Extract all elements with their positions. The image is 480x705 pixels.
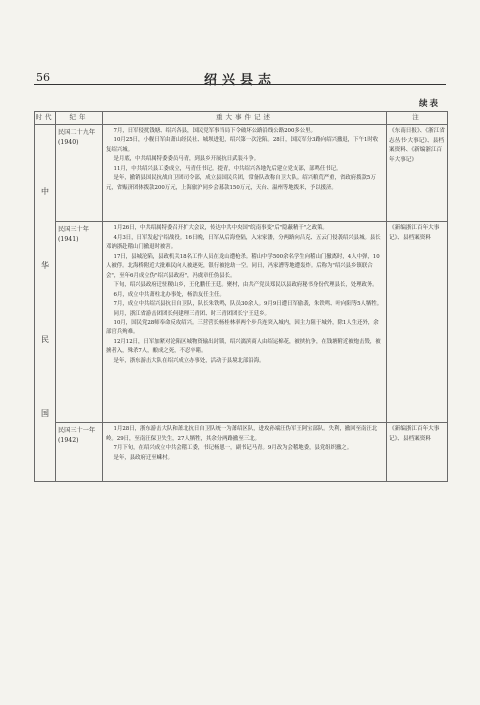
event-paragraph: 17日，县城沦陷，县政机关18名工作人员在龙山遭枪杀。稽山中学500余名学生向稽山门撤离时，4人中弹，10人被俘。北海桥附近大批难民向人被逐死，银行被抢劫一空。同日，冯家漕等地遭轰炸。后称为"绍兴县乡镇联合会"，至年6月成立伪"绍兴县政府"，冯虞章任伪县长。 [106, 253, 380, 279]
year-cell [56, 125, 103, 222]
year-label: 民国三十年 [58, 226, 89, 234]
event-paragraph: 12月12日，日军加紧对沦陷区城物资输出封锁，绍兴漓滨商人由绍运棉花，被挟抗争，在钱塘附近被炮击毁，被掳者入，殊杀7人，酿成之死，不忍卒睹。 [106, 338, 381, 355]
event-paragraph: 7月，成立中共绍兴县抗日自卫队，队长朱铁鸣，队员30余人。9月9日遭日军偷袭，朱铁鸣、叶向阳等5人牺牲。 [113, 301, 383, 308]
notes-cell: 《新编浙江百年大事记》、县档案资料 [387, 423, 448, 482]
table-row [35, 125, 448, 222]
notes-cell: 《新编浙江百年大事记》、县档案资料 [387, 222, 448, 423]
header-rule [34, 84, 446, 85]
event-paragraph: 10月，国民党28师奉命反攻绍兴。三营营长杨桂林率两个步兵连突入城内，因主力阻于城外，除1人生还外，余部官兵殉难。 [106, 319, 379, 336]
events-cell [103, 125, 387, 222]
event-paragraph: 同月，浙江省游击团团长何建理三青团、时三青团团长宁王廷乡。 [113, 310, 270, 317]
event-paragraph: 4月3日，日军发起宁绍战役。16日晚，日军从后海登陆，入宋家溇，分两路向吕克、五云门侵袭绍兴县城。县长邓讷浙赴稽山门撤退时被害。 [106, 234, 381, 251]
col-header-era: 时代 [35, 112, 56, 125]
event-paragraph: 11月，中共绍兴县工委成立，马青任书记。提青，中共绍兴各地先后建立党支部，部鸣任书记。 [113, 165, 342, 172]
year-label: 民国三十一年 [58, 427, 96, 435]
event-paragraph: 1月28日，浙东游击大队和萧北抗日自卫队统一为萧绍区队，进攻孙端汪伪军王阿宝部队。失利，撤回至南汪北岭。29日，至南汪保卫失生，27人牺牲，其余分两路撤至三北。 [106, 426, 378, 442]
event-paragraph: 6月，成立中共萧柱北办事处，杨浩友任主任。 [113, 291, 225, 298]
book-title: 绍兴县志 [203, 73, 276, 88]
col-header-notes: 注 [387, 112, 448, 125]
col-header-events: 重大事件记述 [103, 112, 387, 125]
event-paragraph: 10月25日，小舰日军由萧山经民社、城坝进犯，绍兴第一次沦陷。28日，国民军分3路向绍兴撤退，下午1时收复绍兴城。 [106, 137, 379, 153]
event-paragraph: 是年，县政府迁至嵊村。 [113, 454, 173, 461]
year-label: 民国二十九年 [58, 129, 96, 136]
event-paragraph: 是月底，中共绍属特委委员马青，到县乡开展抗日武装斗争。 [113, 156, 260, 163]
era-char: 中 [41, 187, 49, 196]
events-cell [103, 222, 387, 423]
era-char: 国 [41, 409, 49, 418]
table-row [35, 222, 448, 423]
era-char: 华 [41, 261, 49, 270]
event-paragraph: 7月下旬，在绍兴成立中共会稽工委，书记杨恩一，副书记马青。9月改为会稽地委，县党组织撤之。 [113, 445, 353, 452]
year-ad: (1940) [58, 138, 79, 146]
event-paragraph: 是年，浙东游击大队在绍兴成立办事处，活动于县境北部沿海。 [113, 357, 265, 364]
table-row [35, 423, 448, 482]
year-cell [56, 222, 103, 423]
table-header-row [35, 112, 448, 125]
era-cell [35, 125, 56, 482]
year-ad: (1942) [58, 437, 79, 445]
events-cell [103, 423, 387, 482]
year-cell [56, 423, 103, 482]
continued-label: 续表 [418, 99, 440, 109]
col-header-year: 纪年 [56, 112, 103, 125]
chronicle-table [34, 111, 448, 482]
notes-cell: 《东南日报》、《浙江省志丛书·大事记》、县档案资料、《新编浙江百年大事记》 [387, 125, 448, 222]
chronicle-table-wrapper [34, 111, 447, 482]
year-ad: (1941) [58, 236, 79, 244]
event-paragraph: 是年，撤销县国民抗战自卫团司令部，成立县国民兵团，常备队改称自卫大队。绍兴粮荒严重，省政府拨款5万元，省赈济团体拨款200万元，上海旅沪同乡会募款150万元，天台、温州等地拨米，予以援济。 [106, 175, 376, 191]
page-number: 56 [36, 71, 50, 84]
event-paragraph: 下旬，绍兴县政府迁驻稷山乡，王化鹏任王廷。聚村，由共产党员郑民以县政府秘书身份代理县长，处理政务。 [113, 282, 378, 289]
era-char: 民 [41, 335, 49, 344]
event-paragraph: 7月，日军侵扰钱塘、绍兴各县，国民党军事当局下令破坏公路沿线公路200多公里。 [113, 128, 316, 134]
event-paragraph: 1月26日，中共绍属特委召开扩大会议，传达中共中央国"皖南事变"后"隐蔽精干"之政策。 [113, 225, 328, 232]
